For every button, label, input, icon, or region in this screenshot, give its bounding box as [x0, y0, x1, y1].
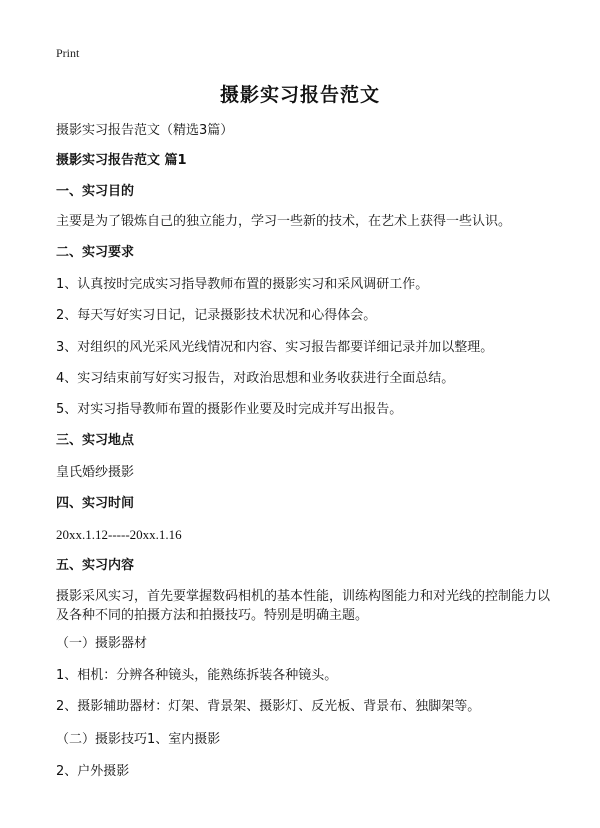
section-heading: 摄影实习报告范文 篇1 — [56, 153, 187, 168]
heading-purpose: 一、实习目的 — [56, 184, 135, 199]
subheading-equipment: （一）摄影器材 — [56, 636, 148, 651]
requirement-item: 4、实习结束前写好实习报告，对政治思想和业务收获进行全面总结。 — [56, 371, 455, 386]
heading-time: 四、实习时间 — [56, 496, 135, 511]
requirement-item: 5、对实习指导教师布置的摄影作业要及时完成并写出报告。 — [56, 402, 403, 417]
requirement-item: 3、对组织的风光采风光线情况和内容、实习报告都要详细记录并加以整理。 — [56, 340, 494, 355]
time-text: 20xx.1.12-----20xx.1.16 — [56, 527, 182, 542]
print-label: Print — [56, 46, 80, 60]
equipment-item: 1、相机：分辨各种镜头，能熟练拆装各种镜头。 — [56, 668, 338, 683]
content-paragraph: 摄影采风实习，首先要掌握数码相机的基本性能，训练构图能力和对光线的控制能力以及各种不同的拍摄方法和拍摄技巧。特别是明确主题。 — [56, 589, 551, 623]
location-text: 皇氏婚纱摄影 — [56, 465, 135, 480]
requirement-item: 1、认真按时完成实习指导教师布置的摄影实习和采风调研工作。 — [56, 277, 429, 292]
heading-location: 三、实习地点 — [56, 433, 135, 448]
paragraph-purpose: 主要是为了锻炼自己的独立能力，学习一些新的技术，在艺术上获得一些认识。 — [56, 214, 512, 229]
subtitle: 摄影实习报告范文（精选3篇） — [56, 123, 234, 138]
subheading-techniques: （二）摄影技巧1、室内摄影 — [56, 732, 221, 747]
equipment-item: 2、摄影辅助器材：灯架、背景架、摄影灯、反光板、背景布、独脚架等。 — [56, 699, 481, 714]
heading-content: 五、实习内容 — [56, 558, 135, 573]
requirement-item: 2、每天写好实习日记，记录摄影技术状况和心得体会。 — [56, 308, 377, 323]
heading-requirements: 二、实习要求 — [56, 245, 135, 260]
technique-item: 2、户外摄影 — [56, 764, 130, 779]
page-title: 摄影实习报告范文 — [219, 84, 380, 106]
